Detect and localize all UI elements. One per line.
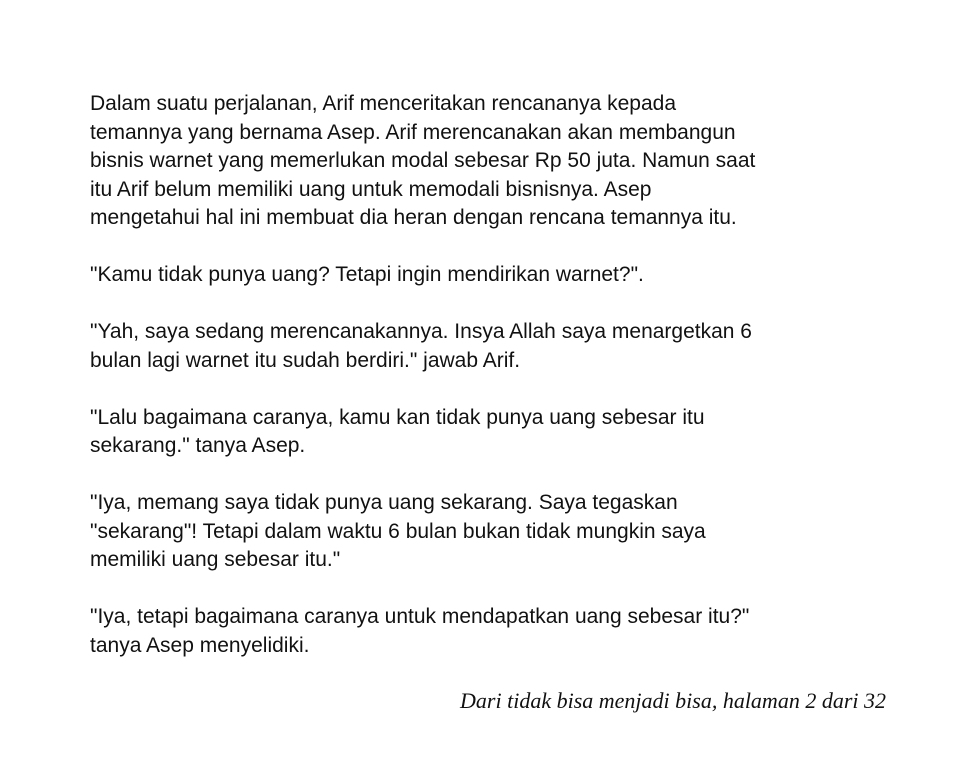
document-body [90, 90, 890, 689]
paragraph-2 [90, 261, 890, 290]
paragraph-line: bulan lagi warnet itu sudah berdiri." jawab Arif. [90, 348, 521, 372]
paragraph-line: memiliki uang sebesar itu." [90, 548, 341, 571]
paragraph-line: "Lalu bagaimana caranya, kamu kan tidak punya uang sebesar itu [90, 405, 705, 429]
paragraph-line: "Yah, saya sedang merencanakannya. Insya Allah saya menargetkan 6 [90, 320, 752, 343]
paragraph-line: "Kamu tidak punya uang? Tetapi ingin mendirikan warnet?". [90, 263, 644, 286]
paragraph-line: itu Arif belum memiliki uang untuk memodali bisnisnya. Asep [90, 177, 652, 201]
paragraph-6 [90, 603, 890, 660]
paragraph-line: "Iya, memang saya tidak punya uang sekarang. Saya tegaskan [90, 491, 678, 514]
paragraph-line: bisnis warnet yang memerlukan modal sebesar Rp 50 juta. Namun saat [90, 149, 756, 172]
paragraph-4 [90, 404, 890, 461]
paragraph-line: mengetahui hal ini membuat dia heran dengan rencana temannya itu. [90, 206, 737, 229]
paragraph-line: tanya Asep menyelidiki. [90, 633, 310, 657]
paragraph-line: temannya yang bernama Asep. Arif merencanakan akan membangun [90, 120, 736, 144]
paragraph-5 [90, 489, 890, 575]
paragraph-1 [90, 90, 890, 233]
paragraph-3 [90, 318, 890, 375]
page-footer: Dari tidak bisa menjadi bisa, halaman 2 dari 32 [460, 688, 886, 713]
paragraph-line: Dalam suatu perjalanan, Arif menceritakan rencananya kepada [90, 92, 677, 115]
paragraph-line: "sekarang"! Tetapi dalam waktu 6 bulan bukan tidak mungkin saya [90, 519, 706, 543]
paragraph-line: "Iya, tetapi bagaimana caranya untuk mendapatkan uang sebesar itu?" [90, 605, 750, 628]
paragraph-line: sekarang." tanya Asep. [90, 434, 306, 457]
